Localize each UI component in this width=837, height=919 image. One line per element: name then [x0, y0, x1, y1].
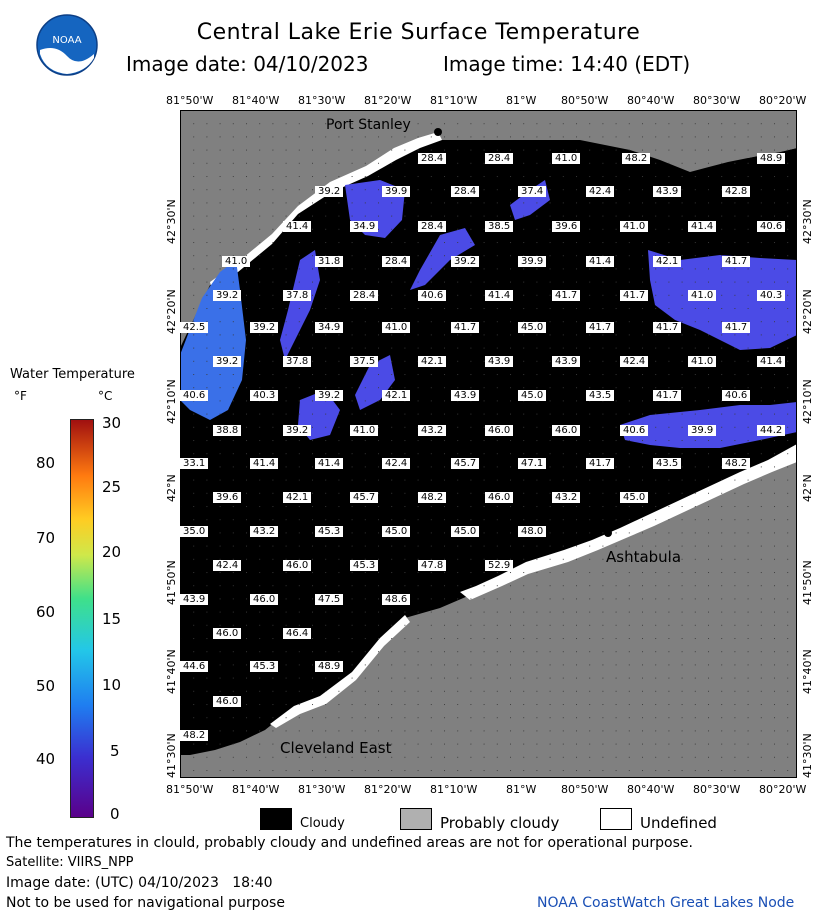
temperature-reading: 43.9 — [653, 186, 681, 197]
temperature-reading: 45.7 — [350, 492, 378, 503]
graticule — [180, 110, 797, 778]
temperature-reading: 34.9 — [350, 221, 378, 232]
lon-label: 81°10'W — [430, 94, 478, 107]
temperature-reading: 48.2 — [418, 492, 446, 503]
temperature-reading: 48.2 — [722, 458, 750, 469]
lon-label: 80°50'W — [561, 783, 609, 796]
temperature-reading: 39.2 — [315, 186, 343, 197]
lon-label: 80°30'W — [693, 94, 741, 107]
temperature-reading: 48.2 — [622, 153, 650, 164]
logo-text: NOAA — [52, 35, 82, 46]
lat-label: 41°30'N — [165, 733, 178, 778]
lon-label: 81°40'W — [232, 94, 280, 107]
temperature-reading: 38.8 — [213, 425, 241, 436]
temperature-reading: 41.7 — [552, 290, 580, 301]
lon-label: 80°20'W — [759, 94, 807, 107]
temperature-reading: 41.0 — [552, 153, 580, 164]
temperature-reading: 41.0 — [688, 290, 716, 301]
temperature-reading: 44.6 — [180, 661, 208, 672]
temperature-reading: 46.4 — [283, 628, 311, 639]
lat-label: 42°20'N — [801, 289, 814, 334]
temperature-reading: 47.8 — [418, 560, 446, 571]
temperature-reading: 41.4 — [688, 221, 716, 232]
scale-c-tick: 0 — [110, 805, 120, 823]
temperature-reading: 43.2 — [418, 425, 446, 436]
image-date: Image date: 04/10/2023 — [126, 52, 369, 76]
temperature-reading: 42.1 — [382, 390, 410, 401]
lat-label: 42°20'N — [165, 289, 178, 334]
temperature-reading: 42.4 — [213, 560, 241, 571]
temperature-reading: 41.4 — [485, 290, 513, 301]
scale-c-tick: 30 — [102, 414, 122, 432]
temperature-reading: 41.0 — [350, 425, 378, 436]
cleveland-east-label: Cleveland East — [280, 739, 392, 757]
temperature-reading: 28.4 — [418, 153, 446, 164]
ashtabula-marker — [604, 529, 612, 537]
lat-label: 42°30'N — [801, 199, 814, 244]
lon-label: 81°50'W — [166, 94, 214, 107]
lon-label: 80°40'W — [627, 783, 675, 796]
lon-label: 81°30'W — [298, 783, 346, 796]
temperature-reading: 42.5 — [180, 322, 208, 333]
temperature-reading: 42.8 — [722, 186, 750, 197]
lon-label: 81°20'W — [364, 94, 412, 107]
temperature-reading: 45.0 — [518, 390, 546, 401]
temperature-reading: 40.6 — [418, 290, 446, 301]
temperature-reading: 37.5 — [350, 356, 378, 367]
temperature-reading: 40.3 — [250, 390, 278, 401]
temperature-reading: 43.9 — [485, 356, 513, 367]
lon-label: 80°50'W — [561, 94, 609, 107]
legend-cloudy-label: Cloudy — [300, 816, 345, 831]
scale-f-tick: 50 — [36, 677, 56, 695]
temperature-reading: 41.7 — [722, 322, 750, 333]
temperature-reading: 39.2 — [213, 290, 241, 301]
temperature-reading: 48.9 — [757, 153, 785, 164]
temperature-reading: 43.5 — [653, 458, 681, 469]
temperature-reading: 43.5 — [586, 390, 614, 401]
temperature-reading: 46.0 — [250, 594, 278, 605]
satellite-text: Satellite: VIIRS_NPP — [6, 855, 134, 870]
temperature-reading: 45.0 — [451, 526, 479, 537]
lon-label: 80°40'W — [627, 94, 675, 107]
temperature-reading: 39.9 — [688, 425, 716, 436]
lat-label: 41°50'N — [165, 560, 178, 605]
lon-label: 80°30'W — [693, 783, 741, 796]
lat-label: 42°10'N — [165, 379, 178, 424]
temperature-reading: 42.1 — [283, 492, 311, 503]
temperature-reading: 45.0 — [620, 492, 648, 503]
temperature-reading: 38.5 — [485, 221, 513, 232]
temperature-reading: 48.0 — [518, 526, 546, 537]
temperature-reading: 40.3 — [757, 290, 785, 301]
lat-label: 41°40'N — [165, 649, 178, 694]
lon-label: 81°40'W — [232, 783, 280, 796]
temperature-reading: 41.4 — [250, 458, 278, 469]
port-stanley-label: Port Stanley — [326, 117, 411, 133]
temperature-reading: 40.6 — [757, 221, 785, 232]
temperature-reading: 39.9 — [382, 186, 410, 197]
temperature-reading: 39.2 — [315, 390, 343, 401]
temperature-reading: 28.4 — [451, 186, 479, 197]
lat-label: 42°N — [165, 474, 178, 502]
temperature-reading: 28.4 — [485, 153, 513, 164]
temperature-reading: 46.0 — [552, 425, 580, 436]
lat-label: 42°10'N — [801, 379, 814, 424]
color-scale-bar — [70, 419, 94, 818]
scale-f-tick: 60 — [36, 603, 56, 621]
temperature-reading: 39.6 — [552, 221, 580, 232]
temperature-reading: 37.8 — [283, 290, 311, 301]
temperature-reading: 48.6 — [382, 594, 410, 605]
temperature-reading: 35.0 — [180, 526, 208, 537]
temperature-reading: 28.4 — [382, 256, 410, 267]
ashtabula-label: Ashtabula — [606, 548, 682, 566]
temperature-reading: 41.4 — [586, 256, 614, 267]
utc-date-text: Image date: (UTC) 04/10/2023 18:40 — [6, 875, 273, 891]
temperature-reading: 28.4 — [418, 221, 446, 232]
map — [180, 110, 797, 778]
temperature-reading: 43.2 — [552, 492, 580, 503]
temperature-reading: 45.7 — [451, 458, 479, 469]
lat-label: 41°30'N — [801, 733, 814, 778]
temperature-reading: 41.7 — [586, 458, 614, 469]
temperature-reading: 42.4 — [620, 356, 648, 367]
scale-unit-c: °C — [98, 389, 113, 403]
lon-label: 81°W — [506, 94, 537, 107]
temperature-reading: 41.4 — [283, 221, 311, 232]
temperature-reading: 42.4 — [382, 458, 410, 469]
lon-label: 80°20'W — [759, 783, 807, 796]
source-credit: NOAA CoastWatch Great Lakes Node — [537, 895, 795, 911]
temperature-reading: 45.3 — [350, 560, 378, 571]
navigation-warning: Not to be used for navigational purpose — [6, 895, 285, 911]
temperature-reading: 39.2 — [213, 356, 241, 367]
temperature-reading: 41.7 — [722, 256, 750, 267]
temperature-reading: 52.9 — [485, 560, 513, 571]
temperature-reading: 37.4 — [518, 186, 546, 197]
scale-c-tick: 25 — [102, 478, 122, 496]
temperature-reading: 41.0 — [620, 221, 648, 232]
image-time: Image time: 14:40 (EDT) — [443, 52, 691, 76]
temperature-reading: 43.9 — [180, 594, 208, 605]
temperature-reading: 39.2 — [250, 322, 278, 333]
temperature-reading: 46.0 — [485, 425, 513, 436]
temperature-reading: 39.2 — [283, 425, 311, 436]
temperature-reading: 37.8 — [283, 356, 311, 367]
disclaimer-text: The temperatures in clould, probably cloudy and undefined areas are not for operational purpose. — [6, 835, 693, 851]
scale-c-tick: 10 — [102, 676, 122, 694]
temperature-reading: 42.1 — [418, 356, 446, 367]
temperature-reading: 46.0 — [213, 628, 241, 639]
scale-c-tick: 20 — [102, 543, 122, 561]
temperature-reading: 46.0 — [485, 492, 513, 503]
lat-label: 41°50'N — [801, 560, 814, 605]
page-title: Central Lake Erie Surface Temperature — [196, 20, 641, 45]
temperature-reading: 45.3 — [315, 526, 343, 537]
temperature-reading: 42.1 — [653, 256, 681, 267]
temperature-reading: 43.9 — [552, 356, 580, 367]
temperature-reading: 47.1 — [518, 458, 546, 469]
temperature-reading: 33.1 — [180, 458, 208, 469]
temperature-reading: 28.4 — [350, 290, 378, 301]
temperature-reading: 48.9 — [315, 661, 343, 672]
temperature-reading: 46.0 — [283, 560, 311, 571]
lon-label: 81°20'W — [364, 783, 412, 796]
temperature-reading: 41.7 — [451, 322, 479, 333]
temperature-reading: 40.6 — [180, 390, 208, 401]
temperature-reading: 43.2 — [250, 526, 278, 537]
temperature-reading: 45.0 — [518, 322, 546, 333]
temperature-reading: 40.6 — [620, 425, 648, 436]
temperature-reading: 43.9 — [451, 390, 479, 401]
temperature-reading: 45.3 — [250, 661, 278, 672]
temperature-reading: 40.6 — [722, 390, 750, 401]
scale-f-tick: 70 — [36, 529, 56, 547]
legend-probably-cloudy-swatch — [400, 808, 432, 830]
temperature-reading: 41.4 — [757, 356, 785, 367]
temperature-reading: 41.7 — [653, 390, 681, 401]
temperature-reading: 41.0 — [688, 356, 716, 367]
lon-label: 81°10'W — [430, 783, 478, 796]
legend-undefined-swatch — [600, 808, 632, 830]
lat-label: 41°40'N — [801, 649, 814, 694]
lon-label: 81°50'W — [166, 783, 214, 796]
temperature-reading: 41.7 — [586, 322, 614, 333]
temperature-reading: 39.2 — [451, 256, 479, 267]
temperature-reading: 45.0 — [382, 526, 410, 537]
temperature-reading: 41.4 — [315, 458, 343, 469]
legend-probably-cloudy-label: Probably cloudy — [440, 814, 560, 832]
legend-undefined-label: Undefined — [640, 814, 717, 832]
temperature-reading: 41.7 — [653, 322, 681, 333]
lon-label: 81°W — [506, 783, 537, 796]
temperature-reading: 41.0 — [382, 322, 410, 333]
temperature-reading: 47.5 — [315, 594, 343, 605]
scale-c-tick: 15 — [102, 610, 122, 628]
temperature-reading: 39.6 — [213, 492, 241, 503]
temperature-reading: 48.2 — [180, 730, 208, 741]
temperature-reading: 39.9 — [518, 256, 546, 267]
lat-label: 42°N — [801, 474, 814, 502]
legend-cloudy-swatch — [260, 808, 292, 830]
temperature-reading: 42.4 — [586, 186, 614, 197]
scale-f-tick: 40 — [36, 750, 56, 768]
temperature-reading: 41.7 — [620, 290, 648, 301]
scale-c-tick: 5 — [110, 742, 120, 760]
scale-unit-f: °F — [14, 389, 27, 403]
temperature-reading: 31.8 — [315, 256, 343, 267]
temperature-reading: 34.9 — [315, 322, 343, 333]
temperature-reading: 46.0 — [213, 696, 241, 707]
scale-f-tick: 80 — [36, 454, 56, 472]
port-stanley-marker — [434, 128, 442, 136]
lon-label: 81°30'W — [298, 94, 346, 107]
temperature-reading: 44.2 — [757, 425, 785, 436]
scale-title: Water Temperature — [10, 367, 135, 382]
temperature-reading: 41.0 — [222, 256, 250, 267]
lat-label: 42°30'N — [165, 199, 178, 244]
